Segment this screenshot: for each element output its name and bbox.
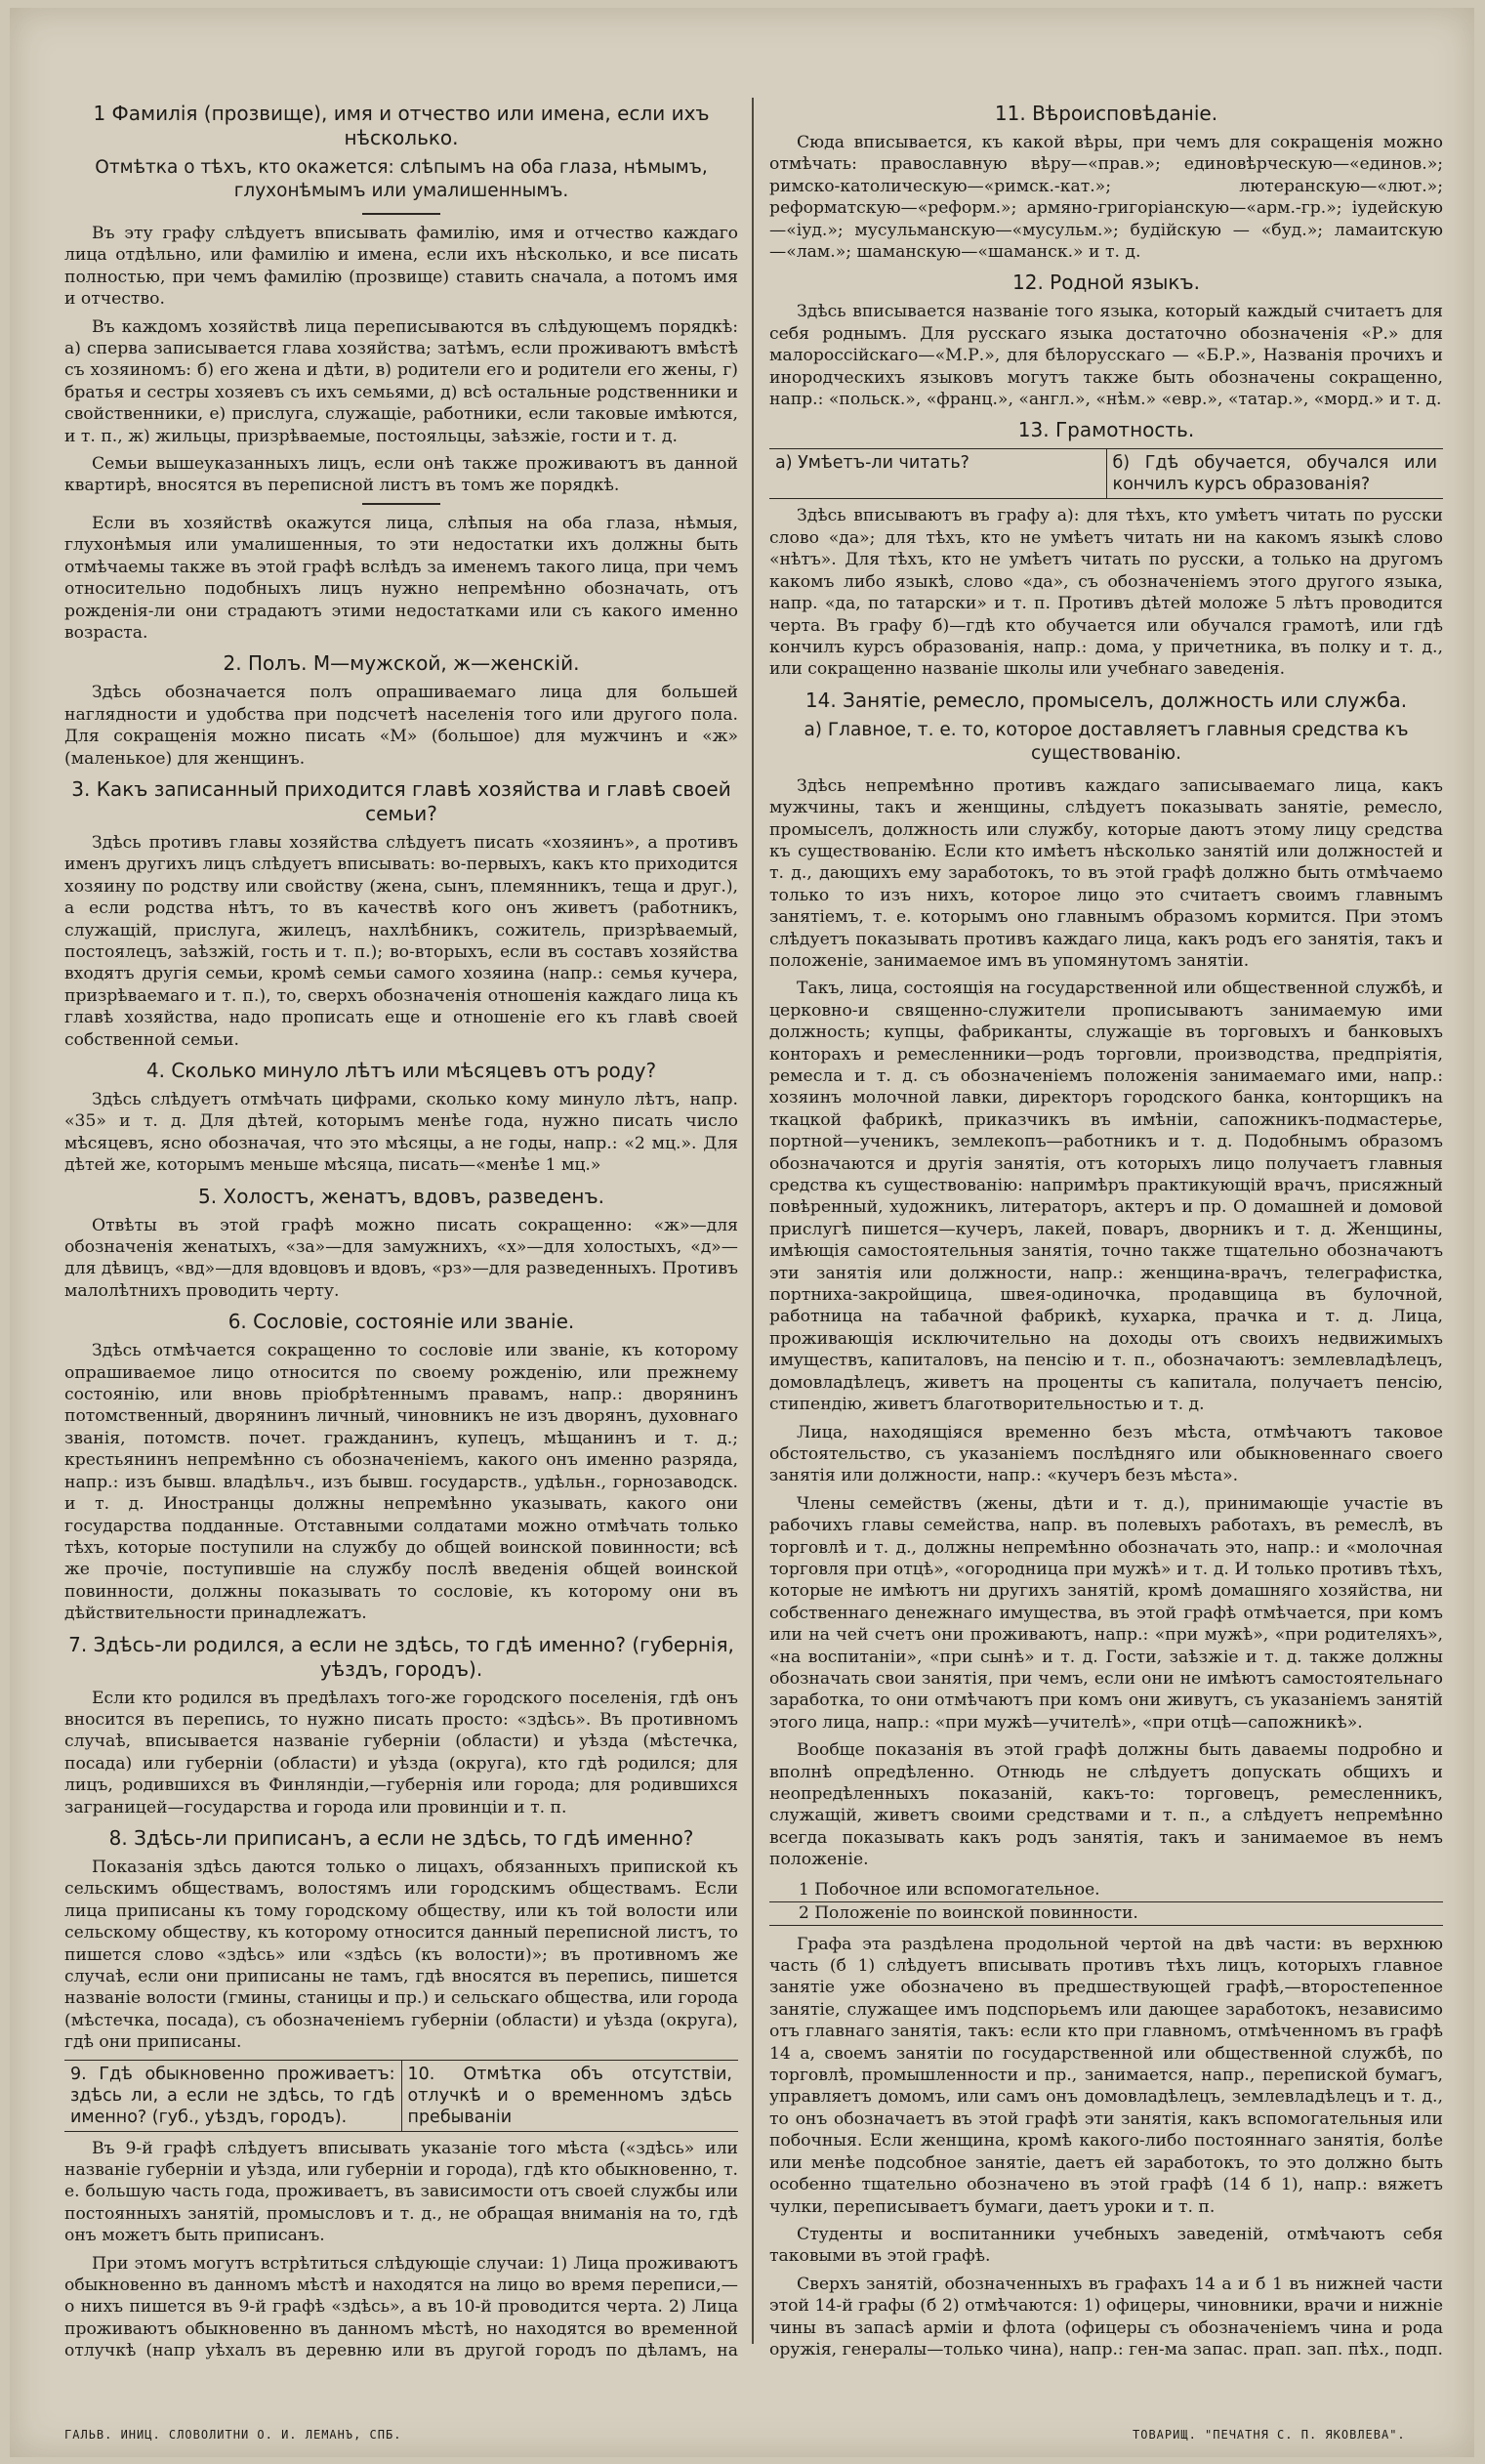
heading-2: 2. Полъ. М—мужской, ж—женскій. [223, 651, 580, 676]
printer-imprint-left: ГАЛЬВ. ИНИЦ. СЛОВОЛИТНИ О. И. ЛЕМАНЪ, СПБ. [64, 2428, 402, 2442]
columns-9-10-header [64, 2060, 738, 2132]
heading-3: 3. Какъ записанный приходится главѣ хозяйства и главѣ своей семьи? [71, 776, 731, 825]
literacy-b-label: б) Гдѣ обучается, обучался или кончилъ курсъ образованія? [1112, 453, 1437, 495]
paragraph: Если кто родился въ предѣлахъ того-же городского поселенія, гдѣ онъ вносится въ перепись, то нужно писать просто: «здѣсь». Въ противномъ случаѣ, вписывается названіе губерніи (области) и уѣзда (мѣстечка, посада) или губерніи (области) и уѣзда (округа), кто гдѣ родился; для лицъ, родившихся въ Финляндіи,—губернія или города; для родившихся заграницей—государства и города или провинціи и т. п. [64, 1688, 738, 1817]
note-2: 2 Положеніе по воинской повинности. [769, 1902, 1443, 1926]
paragraph: При этомъ могутъ встрѣтиться слѣдующіе случаи: 1) Лица проживаютъ обыкновенно въ данномъ мѣстѣ и находятся на лицо во время переписи,—о нихъ пишется въ 9-й графѣ «здѣсь», а въ 10-й проводится черта. 2) Лица проживаютъ обыкновенно въ данномъ мѣстѣ, но находятся во временной отлучкѣ (напр уѣхалъ въ деревню или въ другой городъ по дѣламъ, на [64, 2253, 738, 2360]
heading-7: 7. Здѣсь-ли родился, а если не здѣсь, то гдѣ именно? (губернія, уѣздъ, городъ). [68, 1632, 734, 1681]
right-column [769, 94, 1443, 2360]
paragraph: Графа эта раздѣлена продольной чертой на двѣ части: въ верхнюю часть (б 1) слѣдуетъ вписывать противъ тѣхъ лицъ, которыхъ главное занятіе уже обозначено въ предшествующей графѣ,—второстепенное занятіе, служащее имъ подспорьемъ или дающее заработокъ, независимо отъ главнаго занятія, такъ: если кто при главномъ, отмѣченномъ въ графѣ 14 а, своемъ занятіи по государственной или общественной службѣ, по торговлѣ, промышленности и пр., занимается, напр., перепиской бумагъ, управляетъ домомъ, или самъ онъ домовладѣлецъ, землевладѣлецъ и т. д., то онъ обозначаетъ въ этой графѣ эти занятія, какъ вспомогательныя или побочныя. Если женщина, кромѣ какого-либо постояннаго занятія, болѣе или менѣе подсобное занятіе, даетъ ей заработокъ, то это должно быть особенно тщательно обозначено въ этой графѣ (14 б 1), напр.: вяжетъ чулки, переписываетъ бумаги, даетъ уроки и т. п. [769, 1934, 1443, 2217]
column-divider [752, 98, 754, 2344]
left-column [64, 94, 738, 2360]
heading-14: 14. Занятіе, ремесло, промыселъ, должность или служба. [804, 688, 1408, 712]
paragraph: Отвѣты въ этой графѣ можно писать сокращенно: «ж»—для обозначенія женатыхъ, «за»—для замужнихъ, «х»—для холостыхъ, «д»—для дѣвицъ, «вд»—для вдовцовъ и вдовъ, «рз»—для разведенныхъ. Противъ малолѣтнихъ проводить черту. [64, 1215, 738, 1301]
heading-6: 6. Сословіе, состояніе или званіе. [227, 1310, 575, 1334]
paragraph: Въ 9-й графѣ слѣдуетъ вписывать указаніе того мѣста («здѣсь» или названіе губерніи и уѣзда, или губерніи и города), гдѣ кто обыкновенно, т. е. большую часть года, проживаетъ, въ зависимости отъ своей службы или постоянныхъ занятій, промысловъ и т. д., не обращая вниманія на то, гдѣ онъ можетъ быть приписанъ. [64, 2138, 738, 2246]
paragraph: Сверхъ занятій, обозначенныхъ въ графахъ 14 а и б 1 въ нижней части этой 14-й графы (б 2) отмѣчаются: 1) офицеры, чиновники, врачи и нижніе чины въ запасѣ арміи и флота (офицеры съ обозначеніемъ чина и рода оружія, генералы—только чина), напр.: ген-ма запас. прап. зап. пѣх., подп. [769, 2274, 1443, 2360]
rule [362, 503, 440, 505]
paragraph: Здѣсь вписываютъ въ графу а): для тѣхъ, кто умѣетъ читать по русски слово «да»; для тѣхъ, кто не умѣетъ читать ни на какомъ языкѣ слово «нѣтъ». Для тѣхъ, кто не умѣетъ читать по русски, а только на другомъ какомъ либо языкѣ, слово «да», съ обозначеніемъ этого другого языка, напр. «да, по татарски» и т. п. Противъ дѣтей моложе 5 лѣтъ проводится черта. Въ графу б)—гдѣ кто обучается или обучался грамотѣ, или гдѣ кончилъ курсъ образованія, напр.: дома, у причетника, въ полку и т. д., или сокращенно названіе школы или учебнаго заведенія. [769, 506, 1443, 680]
paragraph: Здѣсь непремѣнно противъ каждаго записываемаго лица, какъ мужчины, такъ и женщины, слѣдуетъ показывать занятіе, ремесло, промыселъ, должность или службу, которые даютъ этому лицу средства къ существованію. Если кто имѣетъ нѣсколько занятій или должностей и т. д., дающихъ ему заработокъ, то въ этой графѣ должно быть отмѣчаемо только то изъ нихъ, которое лицо это считаетъ своимъ главнымъ занятіемъ, т. е. которымъ оно главнымъ образомъ кормится. При этомъ слѣдуетъ показывать противъ каждаго лица, какъ родъ его занятія, такъ и положеніе, занимаемое имъ въ упомянутомъ занятіи. [769, 775, 1443, 971]
paragraph: Члены семействъ (жены, дѣти и т. д.), принимающіе участіе въ рабочихъ главы семейства, напр. въ полевыхъ работахъ, въ ремеслѣ, въ торговлѣ и т. д., должны непремѣнно обозначать это, напр.: и «молочная торговля при отцѣ», «огородница при мужѣ» и т. д. И только противъ тѣхъ, которые не имѣютъ ни другихъ занятій, кромѣ домашняго хозяйства, ни собственнаго денежнаго имущества, въ этой графѣ отмѣчается, при комъ или на чей счетъ они проживаютъ, напр.: «при мужѣ», «при родителяхъ», «на воспитаніи», «при сынѣ» и т. д. Гости, заѣзжіе и т. д. также должны обозначать свои занятія, при чемъ, если они не имѣютъ самостоятельнаго заработка, то они отмѣчаютъ при комъ они живутъ, съ указаніемъ занятій этого лица, напр.: «при мужѣ—учителѣ», «при отцѣ—сапожникѣ». [769, 1493, 1443, 1733]
heading-14a: а) Главное, т. е. то, которое доставляетъ главныя средства къ существованію. [804, 719, 1409, 764]
subsection-notes [769, 1879, 1443, 1926]
literacy-header [769, 448, 1443, 499]
paragraph: Показанія здѣсь даются только о лицахъ, обязанныхъ припиской къ сельскимъ обществамъ, волостямъ или городскимъ обществамъ. Если лица приписаны къ тому городскому обществу, или къ той волости или сельскому обществу, къ которому относится данный переписной листъ, то пишется слово «здѣсь» или «здѣсь (къ волости)»; въ противномъ же случаѣ, если они приписаны не тамъ, гдѣ вносятся въ перепись, пишется названіе волости (гмины, станицы и пр.) и сельскаго общества, или города (мѣстечка, посада), съ обозначеніемъ губерніи (области) и уѣзда (округа), гдѣ они приписаны. [64, 1857, 738, 2053]
rule [362, 213, 440, 215]
heading-1: 1 Фамилія (прозвище), имя и отчество или имена, если ихъ нѣсколько. [93, 102, 710, 149]
paragraph: Вообще показанія въ этой графѣ должны быть даваемы подробно и вполнѣ опредѣленно. Отнюдь не слѣдуетъ допускать общихъ и неопредѣленныхъ показаній, какъ-то: торговецъ, ремесленникъ, служащій, живетъ своими средствами и т. п., а слѣдуетъ непремѣнно всегда показывать какъ родъ занятія, такъ и занимаемое въ немъ положеніе. [769, 1740, 1443, 1870]
heading-13: 13. Грамотность. [1017, 418, 1195, 442]
column-9-label: 9. Гдѣ обыкновенно проживаетъ: здѣсь ли, а если не здѣсь, то гдѣ именно? (губ., уѣздъ, городъ). [64, 2061, 402, 2131]
paragraph: Студенты и воспитанники учебныхъ заведеній, отмѣчаютъ себя таковыми въ этой графѣ. [769, 2224, 1443, 2267]
column-10-label: 10. Отмѣтка объ отсутствіи, отлучкѣ и о временномъ здѣсь пребываніи [407, 2064, 732, 2127]
heading-1-subtitle: Отмѣтка о тѣхъ, кто окажется: слѣпымъ на оба глаза, нѣмымъ, глухонѣмымъ или умалишеннымъ. [95, 157, 708, 201]
note-1: 1 Побочное или вспомогательное. [769, 1879, 1443, 1902]
heading-12: 12. Родной языкъ. [1012, 271, 1200, 295]
heading-11: 11. Вѣроисповѣданіе. [994, 102, 1218, 125]
paragraph: Здѣсь противъ главы хозяйства слѣдуетъ писать «хозяинъ», а противъ именъ другихъ лицъ слѣдуетъ вписывать: во-первыхъ, какъ кто приходится хозяину по родству или свойству (жена, сынъ, племянникъ, теща и друг.), а если родства нѣтъ, то въ качествѣ кого онъ живетъ (работникъ, служащій, прислуга, жилецъ, нахлѣбникъ, сожитель, призрѣваемый, постоялецъ, заѣзжій, гость и т. п.); во-вторыхъ, если въ составъ хозяйства входятъ другія семьи, кромѣ семьи самого хозяина (напр.: семья кучера, призрѣваемаго и т. п.), то, сверхъ обозначенія отношенія каждаго лица къ главѣ хозяйства, надо прописать еще и отношеніе его къ главѣ своей собственной семьи. [64, 832, 738, 1050]
paragraph: Здѣсь обозначается полъ опрашиваемаго лица для большей наглядности и удобства при подсчетѣ населенія того или другого пола. Для сокращенія можно писать «М» (большое) для мужчинъ и «ж» (маленькое) для женщинъ. [64, 683, 738, 769]
heading-4: 4. Сколько минуло лѣтъ или мѣсяцевъ отъ роду? [145, 1059, 657, 1082]
paragraph: Если въ хозяйствѣ окажутся лица, слѣпыя на оба глаза, нѣмыя, глухонѣмыя или умалишенныя, то эти недостатки ихъ должны быть отмѣчаемы также въ этой графѣ вслѣдъ за именемъ такого лица, при чемъ относительно подобныхъ лицъ нужно непремѣнно обозначать, отъ рожденія-ли они страдаютъ этими недостатками или съ какого именно возраста. [64, 513, 738, 643]
paragraph: Семьи вышеуказанныхъ лицъ, если онѣ также проживаютъ въ данной квартирѣ, вносятся въ переписной листъ въ томъ же порядкѣ. [64, 454, 738, 496]
paragraph: Сюда вписывается, къ какой вѣры, при чемъ для сокращенія можно отмѣчать: православную вѣру—«прав.»; единовѣрческую—«единов.»; римско-католическую—«римск.-кат.»; лютеранскую—«лют.»; реформатскую—«реформ.»; армяно-григоріанскую—«арм.-гр.»; іудейскую—«іуд.»; мусульманскую—«мусульм.»; будійскую — «буд.»; ламаитскую—«лам.»; шаманскую—«шаманск.» и т. д. [769, 133, 1443, 263]
paragraph: Здѣсь вписывается названіе того языка, который каждый считаетъ для себя роднымъ. Для русскаго языка достаточно обозначенія «Р.» для малороссійскаго—«М.Р.», для бѣлорусскаго — «Б.Р.», Названія прочихъ и инородческихъ языковъ могутъ также быть обозначены сокращенно, напр.: «польск.», «франц.», «англ.», «нѣм.» «евр.», «татар.», «морд.» и т. д. [769, 302, 1443, 410]
paragraph: Здѣсь отмѣчается сокращенно то сословіе или званіе, къ которому опрашиваемое лицо относится по своему рожденію, или прежнему состоянію, или вновь пріобрѣтеннымъ правамъ, напр.: дворянинъ потомственный, дворянинъ личный, чиновникъ не изъ дворянъ, духовнаго званія, потомств. почет. гражданинъ, купецъ, мѣщанинъ и т. д.; крестьянинъ непремѣнно съ обозначеніемъ, какого онъ именно разряда, напр.: изъ бывш. владѣльч., изъ бывш. государств., удѣльн., горнозаводск. и т. д. Иностранцы должны непремѣнно указывать, какого они государства подданные. Отставными солдатами можно отмѣчать только тѣхъ, которые поступили на службу до общей воинской повинности; всѣ же прочіе, поступившіе на службу послѣ введенія общей воинской повинности, должны показывать то сословіе, къ которому они въ дѣйствительности принадлежатъ. [64, 1341, 738, 1624]
paragraph: Лица, находящіяся временно безъ мѣста, отмѣчаютъ таковое обстоятельство, съ указаніемъ послѣдняго или обыкновеннаго своего занятія или должности, напр.: «кучеръ безъ мѣста». [769, 1422, 1443, 1486]
heading-5: 5. Холостъ, женатъ, вдовъ, разведенъ. [198, 1184, 604, 1208]
census-sheet [10, 8, 1474, 2457]
paragraph: Въ каждомъ хозяйствѣ лица переписываются въ слѣдующемъ порядкѣ: а) сперва записывается глава хозяйства; затѣмъ, если проживаютъ вмѣстѣ съ хозяиномъ: б) его жена и дѣти, в) родители его и родители его жены, г) братья и сестры хозяевъ съ ихъ семьями, д) всѣ остальные родственники и свойственники, е) прислуга, служащіе, работники, если таковые имѣются, и т. п., ж) жильцы, призрѣваемые, постояльцы, заѣзжіе, гости и т. д. [64, 316, 738, 446]
paragraph: Въ эту графу слѣдуетъ вписывать фамилію, имя и отчество каждаго лица отдѣльно, или фамилію и имена, если ихъ нѣсколько, и все писать полностью, при чемъ фамилію (прозвище) ставить сначала, а потомъ имя и отчество. [64, 224, 738, 310]
printer-imprint-right: ТОВАРИЩ. "ПЕЧАТНЯ С. П. ЯКОВЛЕВА". [1133, 2428, 1406, 2442]
paragraph: Здѣсь слѣдуетъ отмѣчать цифрами, сколько кому минуло лѣтъ, напр. «35» и т. д. Для дѣтей, которымъ менѣе года, нужно писать число мѣсяцевъ, ясно обозначая, что это мѣсяцы, а не годы, напр.: «2 мц.». Для дѣтей же, которымъ меньше мѣсяца, писать—«менѣе 1 мц.» [64, 1090, 738, 1176]
paragraph: Такъ, лица, состоящія на государственной или общественной службѣ, и церковно-и священно-служители прописываютъ занимаемую ими должность; купцы, фабриканты, служащіе въ торговыхъ и банковыхъ конторахъ и ремесленники—родъ торговли, производства, предпріятія, ремесла и т. д. съ обозначеніемъ положенія занимаемаго ими, напр.: хозяинъ молочной лавки, директоръ городского банка, конторщикъ на ткацкой фабрикѣ, приказчикъ въ имѣніи, сапожникъ-подмастерье, портной—ученикъ, землекопъ—работникъ и т. д. Подобнымъ образомъ обозначаются и другія занятія, отъ которыхъ лицо получаетъ главныя средства къ существованію: напримѣръ практикующій врачъ, присяжный повѣренный, художникъ, литераторъ, актеръ и пр. О домашней и домовой прислугѣ пишется—кучеръ, лакей, поваръ, дворникъ и т. д. Женщины, имѣющія самостоятельныя занятія, точно также тщательно обозначаютъ эти занятія или должности, напр.: женщина-врачъ, телеграфистка, портниха-закройщица, швея-одиночка, продавщица въ булочной, работница на табачной фабрикѣ, кухарка, прачка и т. д. Лица, проживающія исключительно на доходы отъ своихъ недвижимыхъ имуществъ, капиталовъ, на пенсію и т. п., обозначаютъ: землевладѣлецъ, домовладѣлецъ, живетъ на проценты съ капитала, получаетъ пенсію, стипендію, живетъ благотворительностью и т. д. [769, 979, 1443, 1415]
heading-8: 8. Здѣсь-ли приписанъ, а если не здѣсь, то гдѣ именно? [108, 1825, 694, 1850]
literacy-a-label: а) Умѣетъ-ли читать? [769, 449, 1107, 498]
